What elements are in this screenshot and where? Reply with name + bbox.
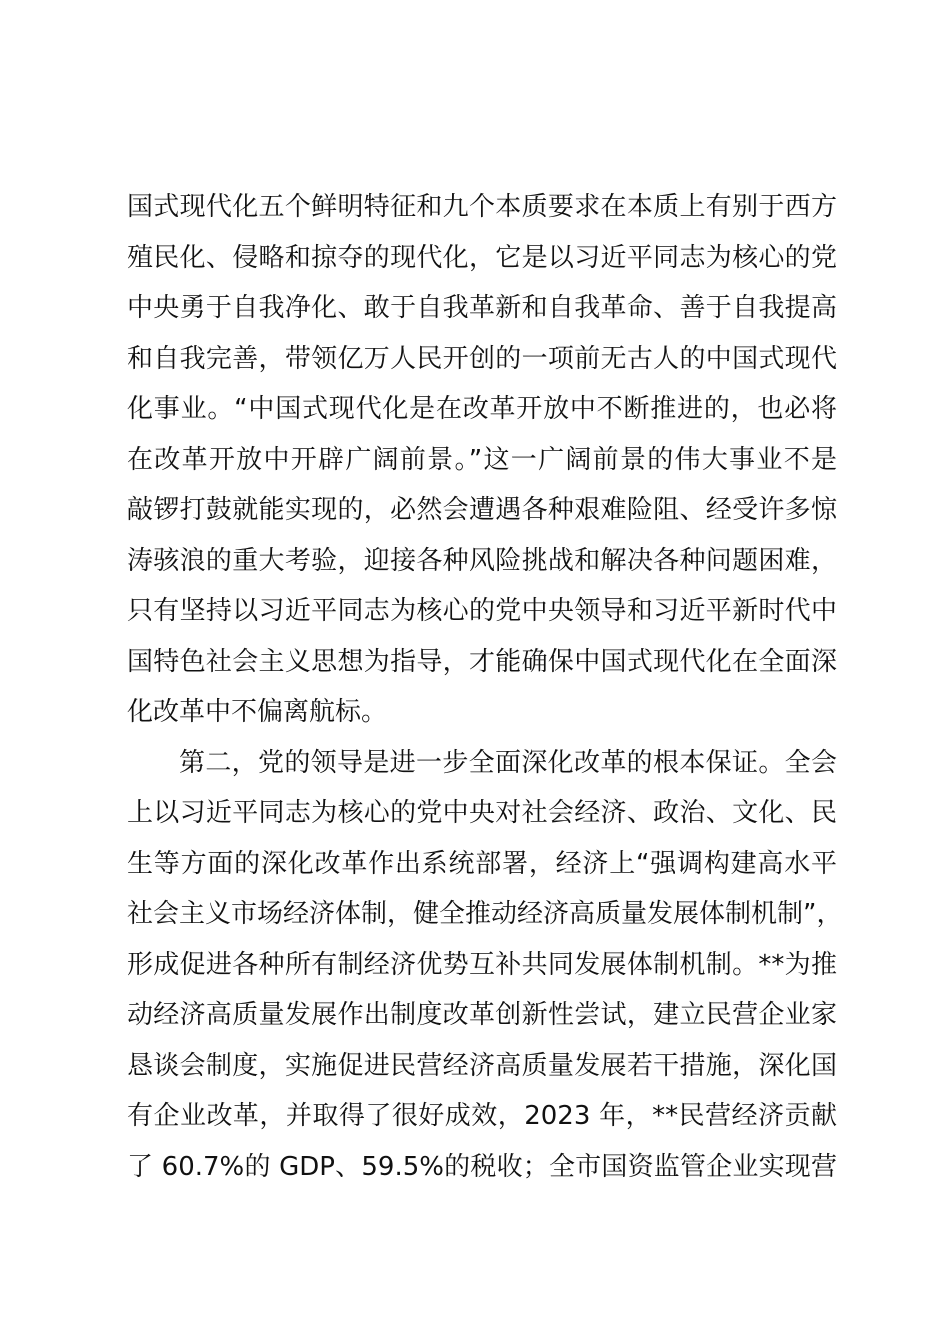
text-line: 社会主义市场经济体制，健全推动经济高质量发展体制机制”， — [127, 899, 843, 929]
text-line: 恳谈会制度，实施促进民营经济高质量发展若干措施，深化国 — [127, 1050, 837, 1081]
text-line: 了 60.7%的 GDP、59.5%的税收；全市国资监管企业实现营 — [127, 1151, 837, 1182]
text-line: 形成促进各种所有制经济优势互补共同发展体制机制。**为推 — [127, 949, 837, 980]
text-line: 化事业。“中国式现代化是在改革开放中不断推进的，也必将 — [127, 394, 837, 424]
text-line: 上以习近平同志为核心的党中央对社会经济、政治、文化、民 — [127, 798, 837, 828]
text-line: 国特色社会主义思想为指导，才能确保中国式现代化在全面深 — [127, 646, 837, 677]
text-line: 涛骇浪的重大考验，迎接各种风险挑战和解决各种问题困难， — [127, 545, 837, 576]
body-text — [127, 182, 843, 1192]
text-line: 动经济高质量发展作出制度改革创新性尝试，建立民营企业家 — [127, 1000, 837, 1030]
paragraph-first-line: 第二，党的领导是进一步全面深化改革的根本保证。全会 — [179, 747, 837, 778]
text-line: 生等方面的深化改革作出系统部署，经济上“强调构建高水平 — [127, 848, 837, 879]
text-line: 在改革开放中开辟广阔前景。”这一广阔前景的伟大事业不是 — [127, 444, 837, 475]
text-line: 敲锣打鼓就能实现的，必然会遭遇各种艰难险阻、经受许多惊 — [127, 495, 837, 525]
text-line: 有企业改革，并取得了很好成效，2023 年，**民营经济贡献 — [127, 1101, 837, 1131]
text-line: 殖民化、侵略和掠夺的现代化，它是以习近平同志为核心的党 — [127, 242, 837, 273]
text-line: 中央勇于自我净化、敢于自我革新和自我革命、善于自我提高 — [127, 293, 837, 323]
text-line: 只有坚持以习近平同志为核心的党中央领导和习近平新时代中 — [127, 596, 837, 626]
text-line: 和自我完善，带领亿万人民开创的一项前无古人的中国式现代 — [127, 343, 837, 374]
paragraph-last-line: 化改革中不偏离航标。 — [127, 697, 388, 727]
text-line: 国式现代化五个鲜明特征和九个本质要求在本质上有别于西方 — [127, 192, 837, 222]
